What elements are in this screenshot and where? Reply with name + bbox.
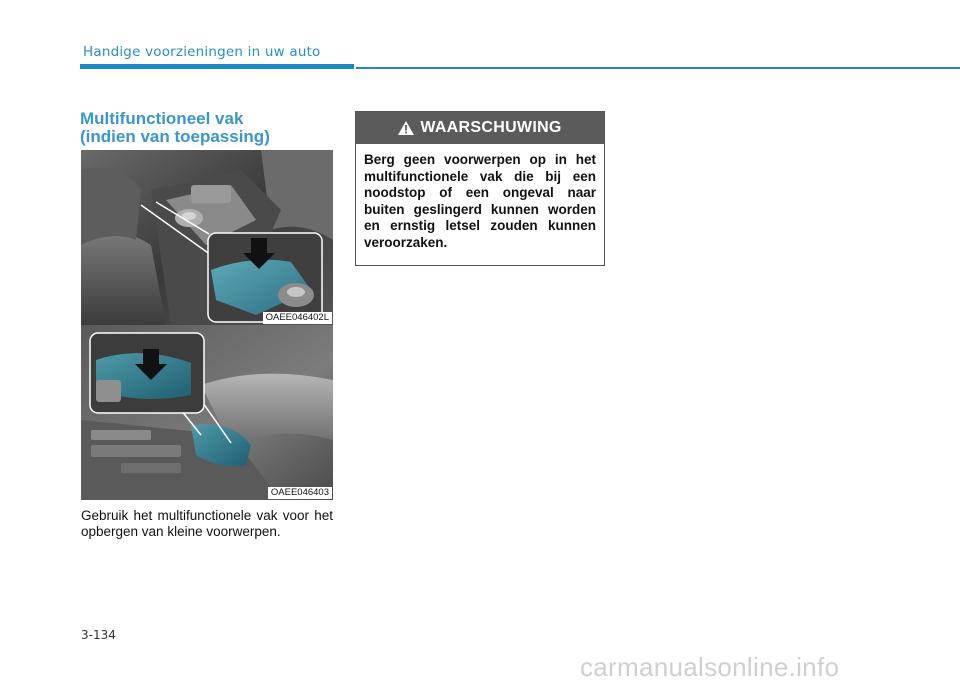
warning-header: [356, 112, 604, 144]
figure-code: OAEE046403: [268, 487, 332, 499]
watermark: carmanualsonline.info: [580, 652, 840, 682]
warning-box: [355, 111, 605, 266]
console-photo: [81, 150, 333, 325]
figure-code: OAEE046402L: [263, 312, 332, 324]
body-paragraph: Gebruik het multifunctionele vak voor het opbergen van kleine voorwerpen.: [81, 508, 333, 539]
figure-console-overview: [81, 150, 333, 325]
page-header-title: Handige voorzieningen in uw auto: [83, 44, 321, 60]
section-title: [80, 110, 350, 146]
header-rule-thin: [356, 67, 960, 69]
warning-triangle-icon: [398, 121, 414, 135]
tray-photo: [81, 325, 333, 500]
section-title-line2: (indien van toepassing): [80, 127, 270, 146]
header-rule-thick: [80, 64, 354, 69]
section-title-line1: Multifunctioneel vak: [80, 109, 244, 128]
warning-title: WAARSCHUWING: [420, 119, 562, 136]
warning-text: Berg geen voorwerpen op in het multifunctionele vak die bij een noodstop of een ongeval naar buiten geslingerd kunnen worden en ernstig letsel zouden kunnen veroorzaken.: [364, 152, 596, 250]
page-number: 3-134: [81, 628, 116, 642]
figure-storage-tray: [81, 325, 333, 500]
